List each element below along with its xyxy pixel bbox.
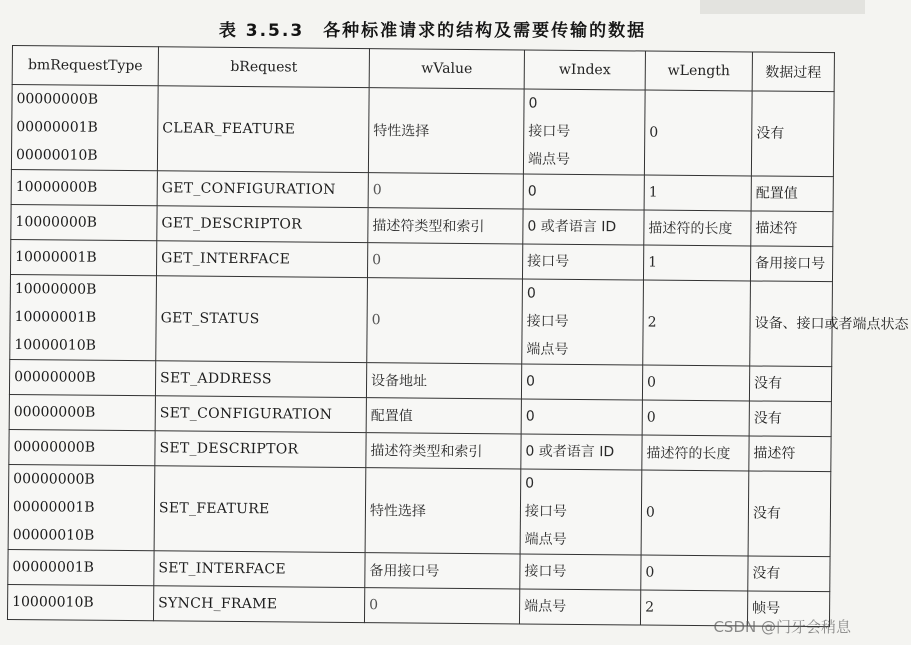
- cell-windex: [522, 279, 644, 365]
- cell-brequest: GET_CONFIGURATION: [157, 171, 368, 208]
- cell-data-stage: 描述符: [751, 211, 833, 247]
- table-title: 表 3.5.3 各种标准请求的结构及需要传输的数据: [218, 21, 647, 41]
- col-header-wvalue: wValue: [369, 49, 524, 89]
- cell-bmrequesttype: [10, 239, 156, 275]
- cell-brequest: GET_STATUS: [156, 276, 368, 363]
- request-type-value: 00000001B: [12, 499, 95, 516]
- index-value: 0: [526, 373, 536, 390]
- request-type-value: 10000000B: [15, 179, 98, 196]
- index-value: 接口号: [527, 253, 570, 270]
- request-type-value: 10000001B: [15, 249, 97, 266]
- cell-windex: [521, 364, 642, 400]
- cell-data-stage: 设备、接口或者端点状态: [750, 281, 833, 367]
- cell-brequest: SET_DESCRIPTOR: [155, 431, 366, 468]
- col-header-bmrequesttype: bmRequestType: [12, 46, 158, 86]
- cell-bmrequesttype: [9, 359, 155, 395]
- request-type-value: 10000001B: [14, 309, 97, 326]
- table-row: [7, 584, 829, 626]
- cell-data-stage: 没有: [749, 401, 831, 437]
- cell-brequest: GET_INTERFACE: [156, 241, 367, 278]
- cell-data-stage: 没有: [748, 556, 830, 592]
- table-row: [8, 464, 831, 556]
- cell-bmrequesttype: [11, 169, 157, 205]
- cell-bmrequesttype: [10, 274, 157, 360]
- cell-brequest: CLEAR_FEATURE: [157, 86, 369, 173]
- index-value: 接口号: [524, 563, 567, 580]
- page-edge: [700, 0, 865, 14]
- cell-bmrequesttype: [8, 549, 154, 585]
- cell-wvalue: 0: [364, 588, 519, 624]
- table-row: [11, 85, 834, 177]
- cell-bmrequesttype: [11, 204, 157, 240]
- request-type-value: 10000010B: [12, 594, 94, 611]
- cell-data-stage: 描述符: [749, 436, 831, 472]
- cell-bmrequesttype: [8, 464, 155, 550]
- index-value: 0 或者语言 ID: [527, 218, 617, 236]
- cell-wlength: 2: [640, 590, 747, 626]
- request-type-value: 00000001B: [12, 559, 95, 576]
- col-header-windex: wIndex: [524, 50, 645, 90]
- cell-wlength: 描述符的长度: [642, 435, 749, 471]
- index-value: 端点号: [524, 531, 567, 548]
- cell-bmrequesttype: [11, 85, 158, 171]
- cell-windex: [520, 554, 641, 590]
- index-value: 接口号: [528, 123, 571, 140]
- cell-wlength: 1: [643, 245, 750, 281]
- index-value: 端点号: [527, 151, 571, 168]
- cell-wvalue: 0: [367, 243, 522, 279]
- cell-windex: [522, 244, 643, 280]
- cell-wvalue: 描述符类型和索引: [368, 208, 523, 244]
- cell-windex: [523, 174, 644, 210]
- request-type-value: 00000000B: [13, 471, 95, 488]
- request-type-value: 10000000B: [14, 281, 97, 298]
- cell-wlength: 1: [644, 175, 751, 211]
- cell-wlength: 0: [642, 400, 749, 436]
- cell-brequest: SET_FEATURE: [154, 466, 366, 553]
- cell-wvalue: 设备地址: [366, 363, 521, 399]
- cell-brequest: GET_DESCRIPTOR: [157, 206, 368, 243]
- col-header-data-stage: 数据过程: [752, 52, 834, 92]
- request-type-value: 00000000B: [16, 91, 99, 108]
- cell-data-stage: 没有: [749, 366, 831, 402]
- request-type-value: 00000000B: [13, 404, 96, 421]
- cell-data-stage: 没有: [748, 471, 831, 557]
- cell-bmrequesttype: [7, 584, 153, 620]
- request-type-value: 00000000B: [14, 369, 96, 386]
- index-value: 端点号: [524, 598, 567, 615]
- cell-wlength: 0: [641, 470, 749, 556]
- cell-brequest: SET_INTERFACE: [154, 551, 365, 588]
- request-type-value: 10000000B: [15, 214, 98, 231]
- index-value: 0: [528, 95, 538, 112]
- request-type-value: 00000000B: [13, 439, 96, 456]
- request-type-value: 10000010B: [14, 337, 96, 354]
- cell-windex: [521, 434, 642, 470]
- request-type-value: 00000010B: [15, 147, 98, 164]
- index-value: 0: [527, 183, 537, 200]
- index-value: 0: [526, 285, 536, 302]
- cell-windex: [520, 469, 642, 555]
- col-header-wlength: wLength: [645, 51, 752, 91]
- table-row: [10, 274, 833, 366]
- cell-wvalue: 特性选择: [365, 468, 521, 554]
- cell-wlength: 描述符的长度: [644, 210, 751, 246]
- cell-data-stage: 没有: [751, 91, 834, 177]
- index-value: 接口号: [526, 313, 569, 330]
- cell-data-stage: 帧号: [747, 591, 829, 627]
- cell-wlength: 0: [641, 555, 748, 591]
- col-header-brequest: bRequest: [158, 47, 369, 88]
- cell-windex: [523, 209, 644, 245]
- request-type-value: 00000001B: [16, 119, 98, 136]
- cell-bmrequesttype: [9, 394, 155, 430]
- cell-data-stage: 配置值: [751, 176, 833, 212]
- cell-wvalue: 0: [367, 278, 523, 364]
- cell-windex: [523, 89, 645, 175]
- cell-wlength: 0: [642, 365, 749, 401]
- cell-windex: [521, 399, 642, 435]
- cell-windex: [519, 589, 640, 625]
- index-value: 0 或者语言 ID: [525, 443, 615, 461]
- watermark: CSDN @门牙会稍息: [713, 618, 851, 636]
- cell-brequest: SET_CONFIGURATION: [155, 396, 366, 433]
- cell-wvalue: 描述符类型和索引: [366, 433, 521, 469]
- index-value: 0: [525, 475, 535, 492]
- cell-wlength: 2: [643, 280, 751, 366]
- cell-wlength: 0: [644, 90, 752, 176]
- cell-wvalue: 0: [368, 173, 523, 209]
- cell-brequest: SYNCH_FRAME: [153, 586, 364, 623]
- index-value: 接口号: [524, 503, 568, 520]
- request-type-value: 00000010B: [12, 527, 95, 544]
- cell-bmrequesttype: [9, 429, 155, 465]
- cell-brequest: SET_ADDRESS: [155, 361, 366, 398]
- index-value: 端点号: [526, 341, 569, 358]
- cell-wvalue: 配置值: [366, 398, 521, 434]
- cell-data-stage: 备用接口号: [750, 246, 832, 282]
- cell-wvalue: 备用接口号: [365, 553, 520, 589]
- cell-wvalue: 特性选择: [368, 88, 524, 174]
- index-value: 0: [525, 408, 535, 425]
